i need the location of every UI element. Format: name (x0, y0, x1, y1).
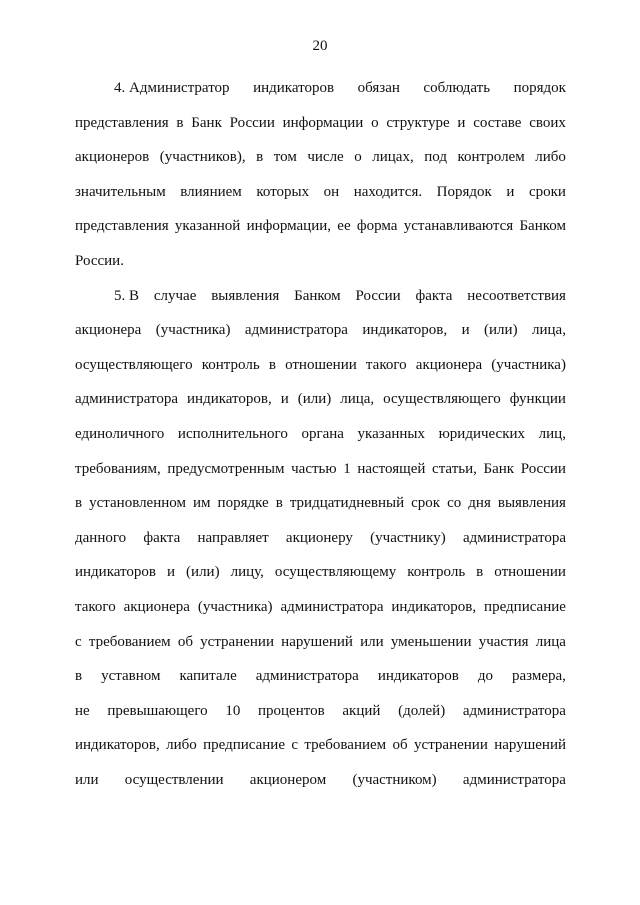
word: которых (256, 183, 310, 200)
word: администратора (75, 391, 179, 408)
word: порядок (513, 80, 566, 96)
word: акционера (123, 598, 190, 615)
word: исполнительного (177, 425, 288, 442)
text-line (75, 493, 566, 528)
word: в (275, 495, 283, 512)
text-line (75, 770, 566, 805)
word: со (447, 495, 462, 512)
word: ее (337, 218, 351, 235)
word: и (280, 391, 289, 408)
word: контролем (457, 149, 525, 166)
word: в (176, 114, 184, 131)
word: указанных (357, 425, 425, 442)
word: влиянием (180, 183, 242, 200)
word: индикаторов (253, 80, 335, 96)
word: Банк (483, 460, 515, 477)
word: (участника) (197, 598, 273, 615)
word: превышающего (107, 702, 208, 719)
word: осуществляющего (75, 356, 193, 373)
word: Банк (191, 114, 222, 131)
word: лицах, (372, 149, 414, 166)
word: частью (291, 460, 337, 477)
word: Порядок (436, 183, 492, 200)
text-line (75, 459, 566, 494)
text-line (75, 355, 566, 390)
text-line (75, 735, 566, 770)
word: тридцатидневный (289, 495, 405, 512)
word: и (457, 114, 466, 131)
word: в (75, 495, 83, 512)
word: лицу, (230, 564, 264, 581)
word: случае (153, 287, 197, 304)
text-line (75, 528, 566, 563)
word: форма (356, 218, 398, 235)
word: (долей) (398, 702, 446, 719)
word: находится. (353, 183, 423, 200)
word: России (229, 114, 275, 131)
page-number: 20 (312, 38, 328, 54)
word: факта (415, 287, 453, 304)
word: (участником) (352, 771, 437, 788)
word: индикаторов (75, 564, 156, 581)
word: требованием (88, 633, 171, 650)
word: лица (535, 633, 566, 650)
word: (или) (484, 322, 518, 339)
word: или (360, 633, 384, 650)
word: требованием (304, 737, 387, 754)
word: юридических (438, 425, 526, 442)
text-line (75, 701, 566, 736)
word: установленном (89, 495, 186, 512)
word: нарушений (494, 737, 566, 754)
word: и (506, 183, 515, 200)
word: органа (301, 425, 344, 442)
word: 10 (225, 702, 241, 719)
word: отношении (494, 564, 566, 581)
word: устранении (200, 633, 274, 650)
word: информации, (246, 218, 332, 235)
text-line (75, 147, 566, 182)
text-line (75, 389, 566, 424)
word: единоличного (75, 425, 165, 442)
word: отношении (285, 356, 357, 373)
word: (участников), (159, 149, 246, 166)
word: Банком (519, 218, 566, 235)
word: лица, (532, 322, 566, 339)
text-line (75, 286, 566, 321)
word: о (371, 114, 379, 131)
word: обязан (357, 80, 400, 96)
word: (участника) (491, 356, 566, 373)
word: выявления (211, 287, 280, 304)
text-line (75, 113, 566, 148)
word: в (268, 356, 276, 373)
word: статьи, (432, 460, 477, 477)
word: им (193, 495, 211, 512)
word: значительным (75, 183, 166, 200)
word: несоответствия (467, 287, 566, 304)
word: такого (365, 356, 407, 373)
word: порядке (217, 495, 269, 512)
word: акционером (249, 771, 327, 788)
word: том (273, 149, 297, 166)
paragraph-5 (75, 286, 566, 805)
word: администратора (280, 598, 384, 615)
word: и (461, 322, 470, 339)
word: срок (411, 495, 441, 512)
word: Банком (294, 287, 341, 304)
word: осуществляющему (274, 564, 397, 581)
word: акционеру (285, 529, 353, 546)
word: России (355, 287, 401, 304)
text-line (75, 666, 566, 701)
word: факта (143, 529, 181, 546)
word: индикаторов, (391, 598, 477, 615)
word: выявления (497, 495, 566, 512)
word: 5. В (114, 287, 140, 304)
word: либо (166, 737, 197, 754)
word: настоящей (357, 460, 426, 477)
word: указанной (174, 218, 241, 235)
word: и (167, 564, 176, 581)
paragraph-4 (75, 78, 566, 286)
word: такого (75, 598, 116, 615)
word: уменьшении (390, 633, 472, 650)
word: до (477, 668, 493, 685)
text-line (75, 320, 566, 355)
word: информации (282, 114, 364, 131)
word: лиц, (538, 425, 566, 442)
word: акционеров (75, 149, 150, 166)
word: под (424, 149, 447, 166)
word: размера, (511, 668, 566, 685)
document-body (75, 78, 566, 804)
text-line (75, 78, 566, 113)
word: представления (75, 218, 169, 235)
word: администратора (244, 322, 348, 339)
word: контроль (407, 564, 466, 581)
word: контроль (201, 356, 260, 373)
text-line (75, 182, 566, 217)
text-line (75, 424, 566, 459)
text-line (75, 562, 566, 597)
word: в (75, 668, 83, 685)
word: (участника) (155, 322, 231, 339)
word: уставном (101, 668, 161, 685)
word: устранении (414, 737, 488, 754)
word: о (354, 149, 362, 166)
word: числе (307, 149, 344, 166)
word: структуре (386, 114, 450, 131)
word: лица, (340, 391, 375, 408)
text-line: России. (75, 252, 124, 269)
word: нарушений (281, 633, 353, 650)
text-line (75, 597, 566, 632)
word: он (323, 183, 340, 200)
word: администратора (462, 771, 566, 788)
word: 1 (343, 460, 351, 477)
word: осуществлении (124, 771, 224, 788)
word: либо (535, 149, 566, 166)
word: акционера (415, 356, 483, 373)
word: сроки (528, 183, 566, 200)
word: в (476, 564, 484, 581)
word: представления (75, 114, 169, 131)
word: предусмотренным (167, 460, 285, 477)
word: администратора (462, 702, 566, 719)
word: направляет (197, 529, 269, 546)
word: участия (478, 633, 529, 650)
word: процентов (258, 702, 325, 719)
word: или (75, 771, 99, 788)
word: администратора (462, 529, 566, 546)
word: осуществляющего (383, 391, 501, 408)
word: функции (509, 391, 566, 408)
word: в (256, 149, 264, 166)
word: соблюдать (423, 80, 491, 96)
word: акционера (75, 322, 142, 339)
word: своих (529, 114, 566, 131)
word: предписание (203, 737, 285, 754)
word: составе (473, 114, 522, 131)
word: (или) (186, 564, 220, 581)
word: об (177, 633, 193, 650)
text-line (75, 632, 566, 667)
word: с (75, 633, 82, 650)
word: (участнику) (370, 529, 446, 546)
word: администратора (255, 668, 359, 685)
word: индикаторов, (362, 322, 448, 339)
word: России (520, 460, 566, 477)
word: индикаторов, (75, 737, 160, 754)
word: требованиям, (75, 460, 161, 477)
word: предписание (484, 598, 566, 615)
word: с (291, 737, 299, 754)
word: дня (468, 495, 491, 512)
word: 4. Администратор (114, 80, 230, 96)
word: (или) (297, 391, 332, 408)
text-line (75, 216, 566, 251)
word: капитале (179, 668, 237, 685)
word: индикаторов (377, 668, 459, 685)
word: устанавливаются (403, 218, 514, 235)
word: индикаторов, (187, 391, 272, 408)
word: данного (75, 529, 127, 546)
word: не (75, 702, 90, 719)
word: об (392, 737, 408, 754)
word: акций (342, 702, 381, 719)
